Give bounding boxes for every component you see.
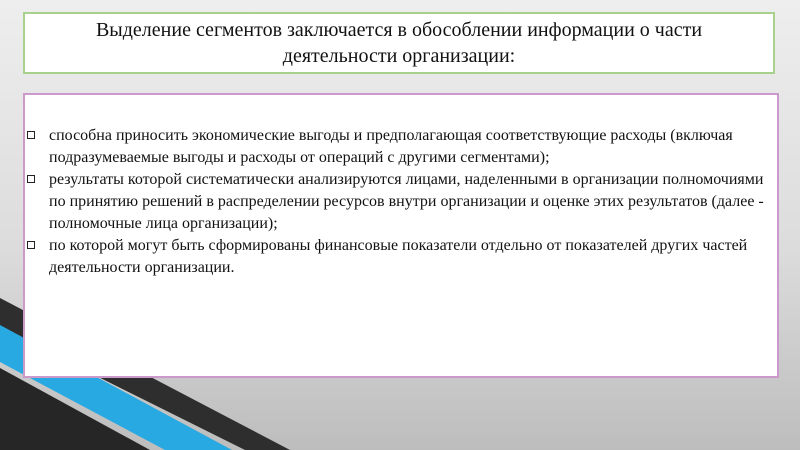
- square-bullet-icon: [27, 175, 35, 183]
- bullet-item: [25, 169, 769, 235]
- bullet-text: по которой могут быть сформированы финансовые показатели отдельно от показателей других частей деятельности организации.: [49, 237, 748, 276]
- square-bullet-icon: [27, 241, 35, 249]
- bullet-text: результаты которой систематически анализируются лицами, наделенными в организации полномочиями по принятию решений в распределении ресурсов внутри организации и оценке этих результатов (далее - полномочные лица организации);: [49, 171, 764, 232]
- bullet-item: [25, 235, 769, 279]
- bullet-list: [25, 125, 769, 279]
- square-bullet-icon: [27, 131, 35, 139]
- title-box: [23, 12, 775, 74]
- slide-title: Выделение сегментов заключается в обособлении информации о части деятельности организации:: [95, 19, 703, 67]
- content-box: [23, 93, 779, 378]
- bullet-item: [25, 125, 769, 169]
- bullet-text: способна приносить экономические выгоды и предполагающая соответствующие расходы (включая подразумеваемые выгоды и расходы от операций с другими сегментами);: [49, 127, 733, 166]
